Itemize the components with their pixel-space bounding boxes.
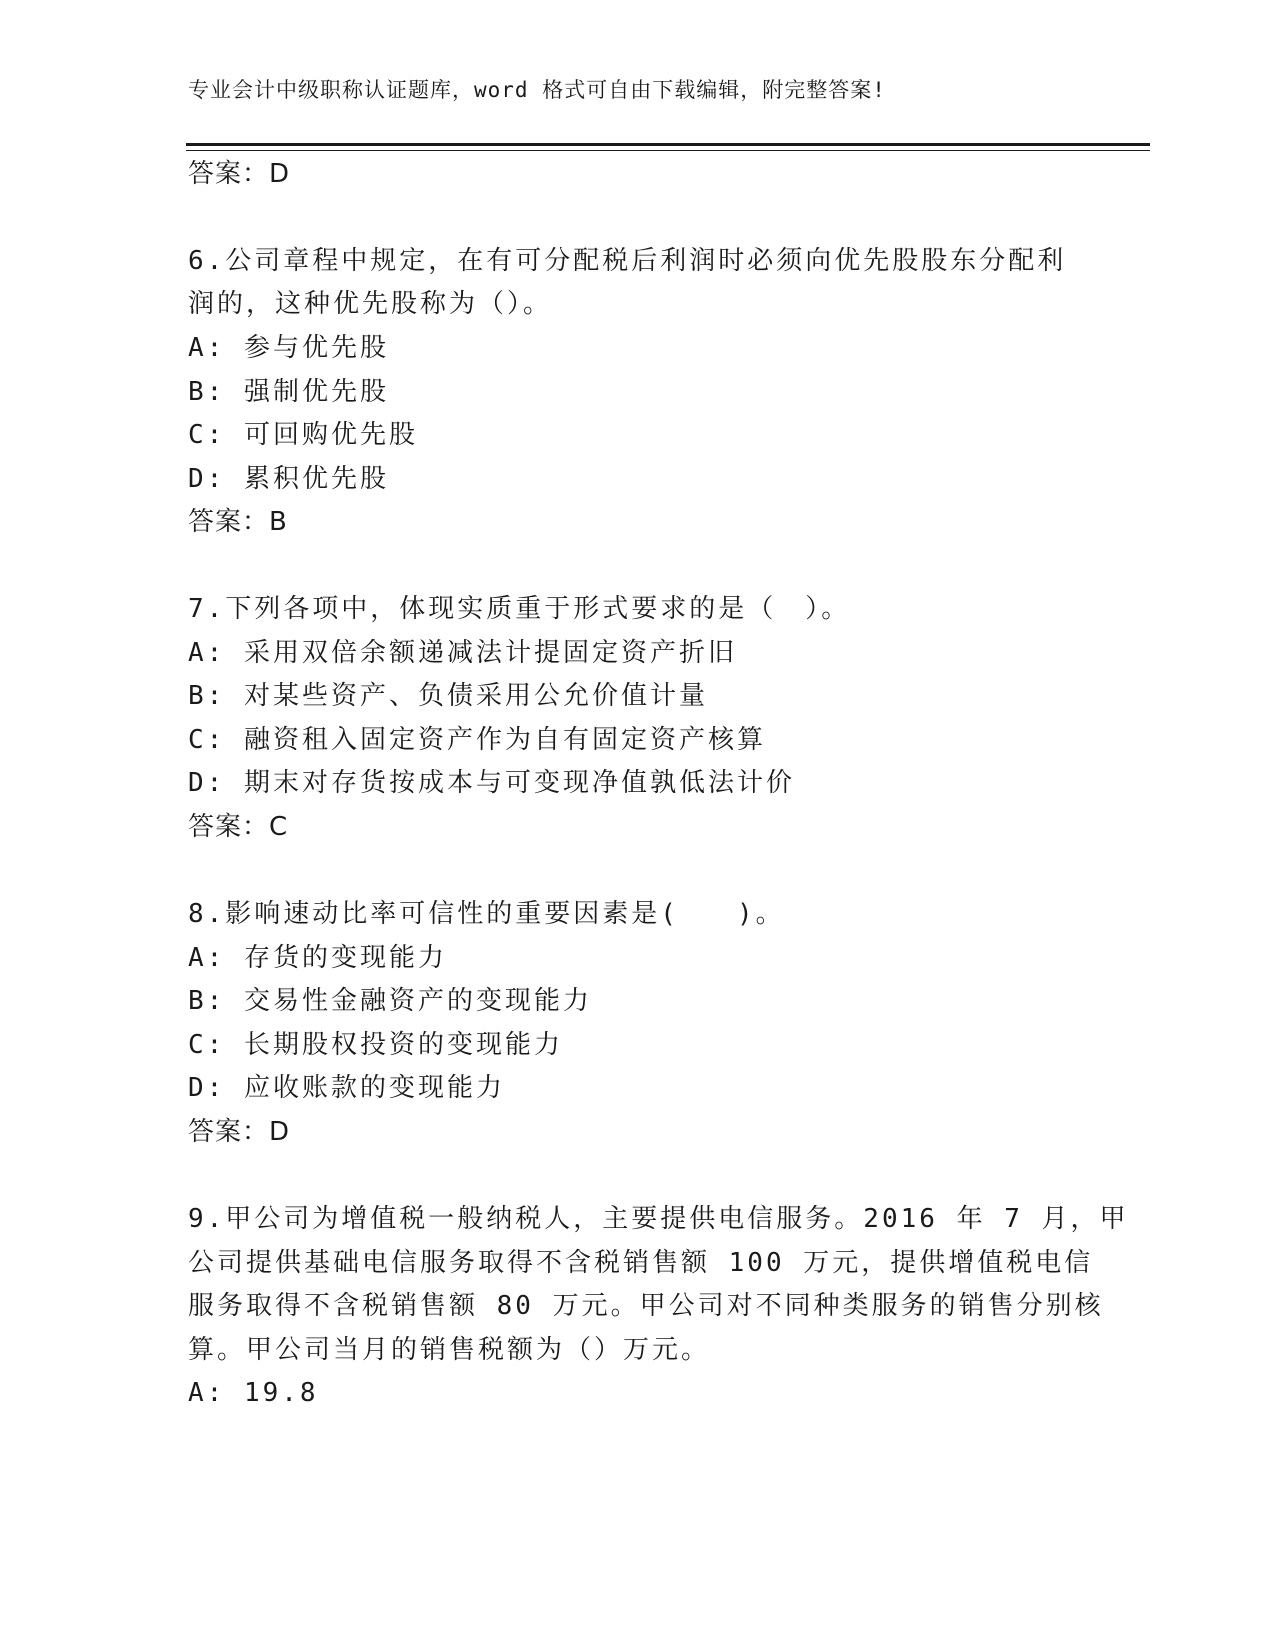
- q6-stem-line2: 润的，这种优先股称为（）。: [188, 289, 553, 319]
- q7-stem-line1: 7.下列各项中，体现实质重于形式要求的是（ ）。: [188, 594, 851, 624]
- q7-option-a: A: 采用双倍余额递减法计提固定资产折旧: [188, 638, 737, 668]
- q7-option-c: C: 融资租入固定资产作为自有固定资产核算: [188, 725, 766, 755]
- q9-stem-line4: 算。甲公司当月的销售税额为（）万元。: [188, 1335, 711, 1365]
- q9-stem-line3: 服务取得不含税销售额 80 万元。甲公司对不同种类服务的销售分别核: [188, 1291, 1104, 1321]
- q8-option-b: B: 交易性金融资产的变现能力: [188, 986, 592, 1016]
- q9-stem-line2: 公司提供基础电信服务取得不含税销售额 100 万元，提供增值税电信: [188, 1248, 1094, 1278]
- q6-stem-line1: 6.公司章程中规定，在有可分配税后利润时必须向优先股股东分配利: [188, 246, 1067, 276]
- q8-stem-line1: 8.影响速动比率可信性的重要因素是( )。: [188, 899, 785, 929]
- prev-question-answer: 答案：D: [188, 159, 291, 189]
- q7-option-d: D: 期末对存货按成本与可变现净值孰低法计价: [188, 768, 795, 798]
- q6-answer: 答案：B: [188, 507, 288, 537]
- q7-option-b: B: 对某些资产、负债采用公允价值计量: [188, 681, 708, 711]
- q9-stem-line1: 9.甲公司为增值税一般纳税人，主要提供电信服务。2016 年 7 月，甲: [188, 1204, 1129, 1234]
- q6-option-b: B: 强制优先股: [188, 377, 389, 407]
- q8-option-c: C: 长期股权投资的变现能力: [188, 1030, 563, 1060]
- q8-option-a: A: 存货的变现能力: [188, 943, 447, 973]
- header-divider-thin: [186, 150, 1150, 151]
- header-divider-thick: [186, 143, 1150, 146]
- q6-option-a: A: 参与优先股: [188, 333, 389, 363]
- page-header-title: 专业会计中级职称认证题库，word 格式可自由下载编辑，附完整答案!: [188, 78, 886, 102]
- q8-answer: 答案：D: [188, 1117, 291, 1147]
- q6-option-c: C: 可回购优先股: [188, 420, 418, 450]
- q8-option-d: D: 应收账款的变现能力: [188, 1073, 505, 1103]
- q6-option-d: D: 累积优先股: [188, 464, 389, 494]
- q9-option-a: A: 19.8: [188, 1378, 319, 1408]
- q7-answer: 答案：C: [188, 812, 289, 842]
